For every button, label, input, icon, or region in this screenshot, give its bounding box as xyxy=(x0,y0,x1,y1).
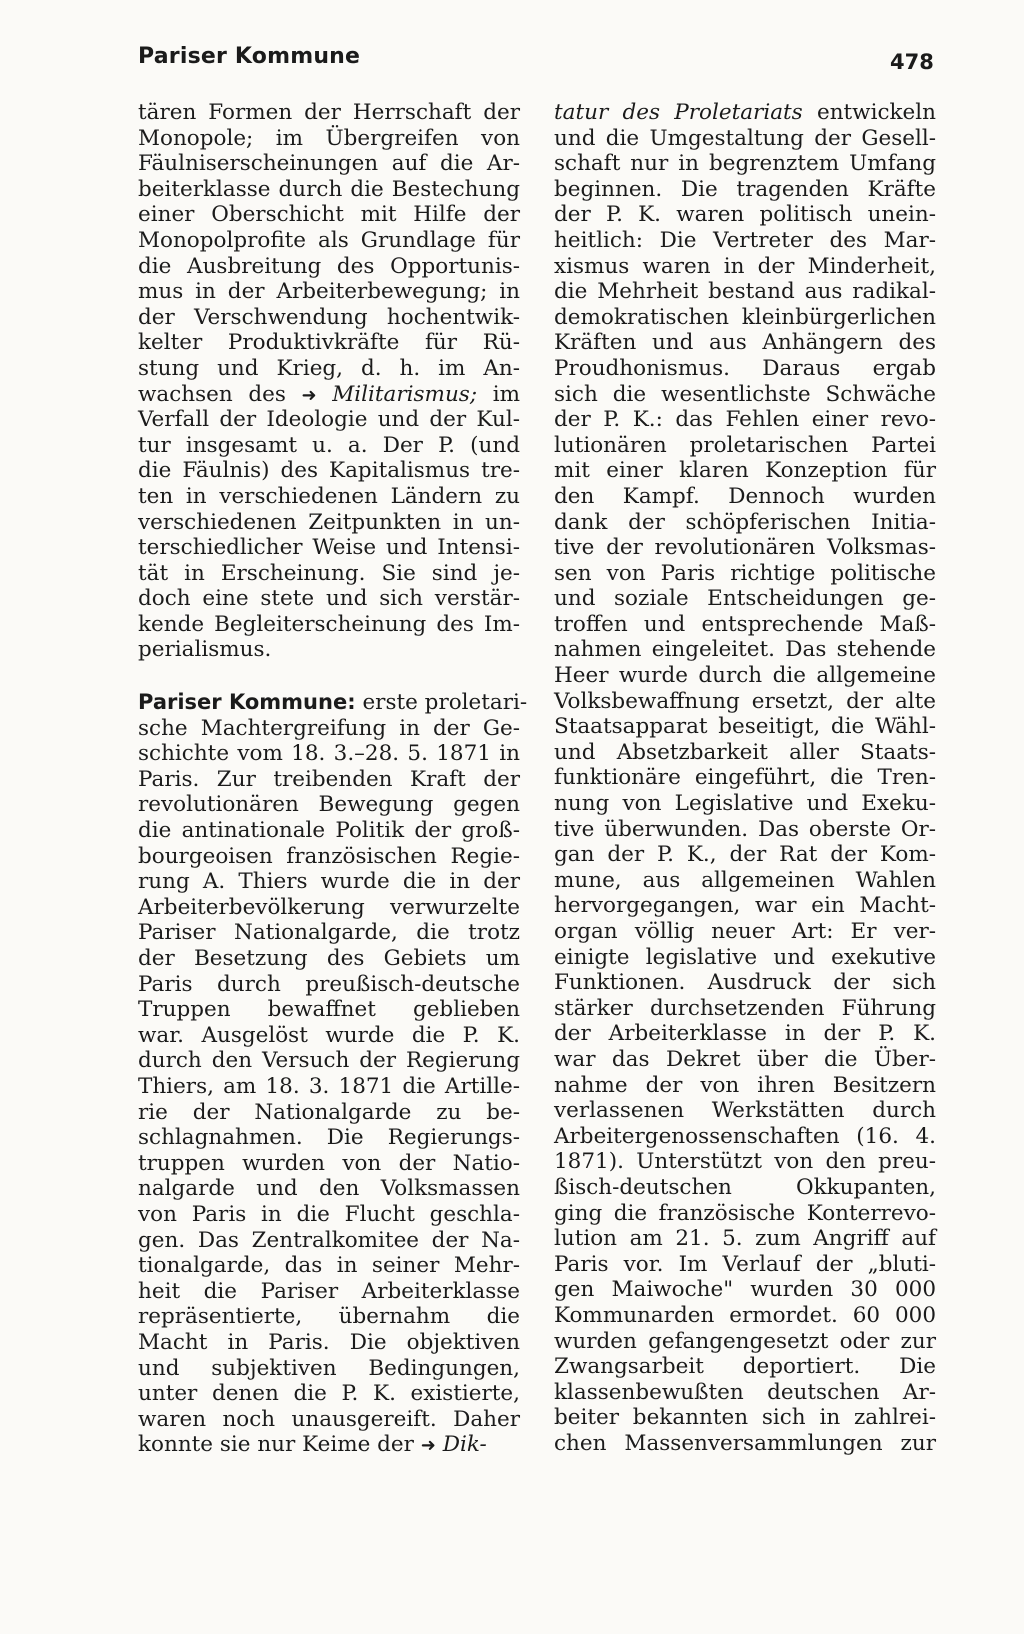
text-line: Kräften und aus Anhängern des xyxy=(554,330,936,356)
text-line: und Absetzbarkeit aller Staats- xyxy=(554,739,936,765)
text-line: der P. K.: das Fehlen einer revo- xyxy=(554,407,936,433)
line-text: wachsen des xyxy=(138,381,302,407)
text-line: nahme der von ihren Besitzern xyxy=(554,1072,936,1098)
entry-first-line xyxy=(138,690,528,716)
text-line: ßisch-deutschen Okkupanten, xyxy=(554,1174,936,1200)
entry-first-line-text: erste proletari- xyxy=(362,690,528,716)
text-line: Kommunarden ermordet. 60 000 xyxy=(554,1302,936,1328)
text-line: schlagnahmen. Die Regierungs- xyxy=(138,1125,520,1151)
text-line: tive der revolutionären Volksmas- xyxy=(554,535,936,561)
text-line: rung A. Thiers wurde die in der xyxy=(138,869,520,895)
running-head-title: Pariser Kommune xyxy=(138,44,361,69)
text-line: Pariser Nationalgarde, die trotz xyxy=(138,920,520,946)
text-line: demokratischen kleinbürgerlichen xyxy=(554,304,936,330)
text-line: Arbeitergenossenschaften (16. 4. xyxy=(554,1123,936,1149)
text-line: Arbeiterbevölkerung verwurzelte xyxy=(138,894,520,920)
text-line: gen. Das Zentralkomitee der Na- xyxy=(138,1227,520,1253)
text-line: sich die wesentlichste Schwäche xyxy=(554,381,936,407)
entry-last-line-text: konnte sie nur Keime der xyxy=(138,1432,414,1458)
text-line: Staatsapparat beseitigt, die Wähl- xyxy=(554,714,936,740)
text-line: die Fäulnis) des Kapitalismus tre- xyxy=(138,458,520,484)
right-body-text xyxy=(554,126,936,1457)
text-line: Paris vor. Im Verlauf der „bluti- xyxy=(554,1251,936,1277)
text-line: hervorgegangen, war ein Macht- xyxy=(554,893,936,919)
text-line: chen Massenversammlungen zur xyxy=(554,1430,936,1456)
text-line: Volksbewaffnung ersetzt, der alte xyxy=(554,688,936,714)
text-line: schichte vom 18. 3.–28. 5. 1871 in xyxy=(138,741,520,767)
text-line: Proudhonismus. Daraus ergab xyxy=(554,355,936,381)
text-line: truppen wurden von der Natio- xyxy=(138,1150,520,1176)
text-line: heitlich: Die Vertreter des Mar- xyxy=(554,227,936,253)
text-line: einigte legislative und exekutive xyxy=(554,944,936,970)
continued-entry-text xyxy=(138,100,520,663)
text-line: doch eine stete und sich verstär- xyxy=(138,586,520,612)
text-line: Heer wurde durch die allgemeine xyxy=(554,663,936,689)
text-line: beginnen. Die tragenden Kräfte xyxy=(554,176,936,202)
text-line: beiter bekannten sich in zahlrei- xyxy=(554,1405,936,1431)
entry-headword: Pariser Kommune: xyxy=(138,690,356,715)
text-line: war das Dekret über die Über- xyxy=(554,1046,936,1072)
text-line: Paris. Zur treibenden Kraft der xyxy=(138,766,520,792)
entry-gap xyxy=(138,663,520,690)
cross-reference-continued[interactable]: tatur des Proletariats xyxy=(554,100,803,125)
text-line: verlassenen Werkstätten durch xyxy=(554,1098,936,1124)
text-line: die antinationale Politik der groß- xyxy=(138,818,520,844)
text-line: die Ausbreitung des Opportunis- xyxy=(138,253,520,279)
text-line: tät in Erscheinung. Sie sind je- xyxy=(138,560,520,586)
text-line: von Paris in die Flucht geschla- xyxy=(138,1201,520,1227)
text-line: und soziale Entscheidungen ge- xyxy=(554,586,936,612)
text-line: tären Formen der Herrschaft der xyxy=(138,100,520,125)
text-line: tur insgesamt u. a. Der P. (und xyxy=(138,432,520,458)
text-line: gan der P. K., der Rat der Kom- xyxy=(554,842,936,868)
text-line: lutionären proletarischen Partei xyxy=(554,432,936,458)
cross-reference-arrow-icon: ➜ xyxy=(420,1435,436,1457)
text-line: mus in der Arbeiterbewegung; in xyxy=(138,279,520,305)
text-line: kelter Produktivkräfte für Rü- xyxy=(138,330,520,356)
line-text: im xyxy=(477,381,520,407)
text-line: revolutionären Bewegung gegen xyxy=(138,792,520,818)
text-line-with-reference xyxy=(138,382,520,408)
text-line: terschiedlicher Weise und Intensi- xyxy=(138,535,520,561)
text-line: rie der Nationalgarde zu be- xyxy=(138,1099,520,1125)
text-line: nung von Legislative und Exeku- xyxy=(554,791,936,817)
text-line: Verfall der Ideologie und der Kul- xyxy=(138,407,520,433)
text-line: unter denen die P. K. existierte, xyxy=(138,1381,520,1407)
text-line: wurden gefangengesetzt oder zur xyxy=(554,1328,936,1354)
text-line: mit einer klaren Konzeption für xyxy=(554,458,936,484)
text-line: Monopole; im Übergreifen von xyxy=(138,125,520,151)
text-line: verschiedenen Zeitpunkten in un- xyxy=(138,509,520,535)
text-line: Monopolprofite als Grundlage für xyxy=(138,227,520,253)
text-line: durch den Versuch der Regierung xyxy=(138,1048,520,1074)
text-line: perialismus. xyxy=(138,637,272,663)
text-line: die Mehrheit bestand aus radikal- xyxy=(554,279,936,305)
text-line: ging die französische Konterrevo- xyxy=(554,1200,936,1226)
text-line: mune, aus allgemeinen Wahlen xyxy=(554,867,936,893)
text-line: Zwangsarbeit deportiert. Die xyxy=(554,1354,936,1380)
cross-reference-link[interactable]: Militarismus; xyxy=(316,381,478,407)
text-line: ten in verschiedenen Ländern zu xyxy=(138,483,520,509)
text-line: war. Ausgelöst wurde die P. K. xyxy=(138,1022,520,1048)
text-line: einer Oberschicht mit Hilfe der xyxy=(138,202,520,228)
text-line: organ völlig neuer Art: Er ver- xyxy=(554,919,936,944)
text-line: lution am 21. 5. zum Angriff auf xyxy=(554,1226,936,1252)
text-line: stung und Krieg, d. h. im An- xyxy=(138,355,520,381)
text-line: Paris durch preußisch-deutsche xyxy=(138,971,520,997)
text-line: heit die Pariser Arbeiterklasse xyxy=(138,1278,520,1304)
text-line: der Arbeiterklasse in der P. K. xyxy=(554,1021,936,1047)
text-line: der Verschwendung hochentwik- xyxy=(138,304,520,330)
text-line: Funktionen. Ausdruck der sich xyxy=(554,970,936,996)
text-line: kende Begleiterscheinung des Im- xyxy=(138,611,520,637)
text-line: Macht in Paris. Die objektiven xyxy=(138,1329,520,1355)
text-line: Truppen bewaffnet geblieben xyxy=(138,997,520,1023)
cross-reference-arrow-icon: ➜ xyxy=(301,384,317,406)
text-line: bourgeoisen französischen Regie- xyxy=(138,843,520,869)
entry-last-line xyxy=(138,1432,520,1458)
right-first-line xyxy=(554,100,936,126)
text-line: dank der schöpferischen Initia- xyxy=(554,509,936,535)
text-line: xismus waren in der Minderheit, xyxy=(554,253,936,279)
cross-reference-link[interactable]: Dik- xyxy=(442,1432,487,1458)
text-line: beiterklasse durch die Bestechung xyxy=(138,176,520,202)
text-line: sen von Paris richtige politische xyxy=(554,560,936,586)
text-line: 1871). Unterstützt von den preu- xyxy=(554,1149,936,1175)
entry-body-text xyxy=(138,716,520,1433)
text-line: den Kampf. Dennoch wurden xyxy=(554,483,936,509)
text-line: tionalgarde, das in seiner Mehr- xyxy=(138,1253,520,1279)
text-line: sche Machtergreifung in der Ge- xyxy=(138,715,520,741)
text-line: und subjektiven Bedingungen, xyxy=(138,1355,520,1381)
text-line: Thiers, am 18. 3. 1871 die Artille- xyxy=(138,1073,520,1099)
text-line: und die Umgestaltung der Gesell- xyxy=(554,125,936,151)
text-line: schaft nur in begrenztem Umfang xyxy=(554,151,936,177)
page-number: 478 xyxy=(890,50,934,74)
text-line: funktionäre eingeführt, die Tren- xyxy=(554,765,936,791)
text-line: der Besetzung des Gebiets um xyxy=(138,946,520,971)
text-line: troffen und entsprechende Maß- xyxy=(554,611,936,637)
text-line: der P. K. waren politisch unein- xyxy=(554,202,936,228)
text-line: tive überwunden. Das oberste Or- xyxy=(554,816,936,842)
text-line: stärker durchsetzenden Führung xyxy=(554,995,936,1021)
text-line: nalgarde und den Volksmassen xyxy=(138,1176,520,1202)
text-line: nahmen eingeleitet. Das stehende xyxy=(554,637,936,663)
right-column xyxy=(554,100,936,1456)
text-line: Fäulniserscheinungen auf die Ar- xyxy=(138,151,520,177)
text-line: waren noch unausgereift. Daher xyxy=(138,1406,520,1432)
left-column xyxy=(138,100,528,1458)
text-line: gen Maiwoche" wurden 30 000 xyxy=(554,1277,936,1303)
right-first-line-text: entwickeln xyxy=(816,100,936,125)
text-line: repräsentierte, übernahm die xyxy=(138,1304,520,1330)
text-line: klassenbewußten deutschen Ar- xyxy=(554,1379,936,1405)
